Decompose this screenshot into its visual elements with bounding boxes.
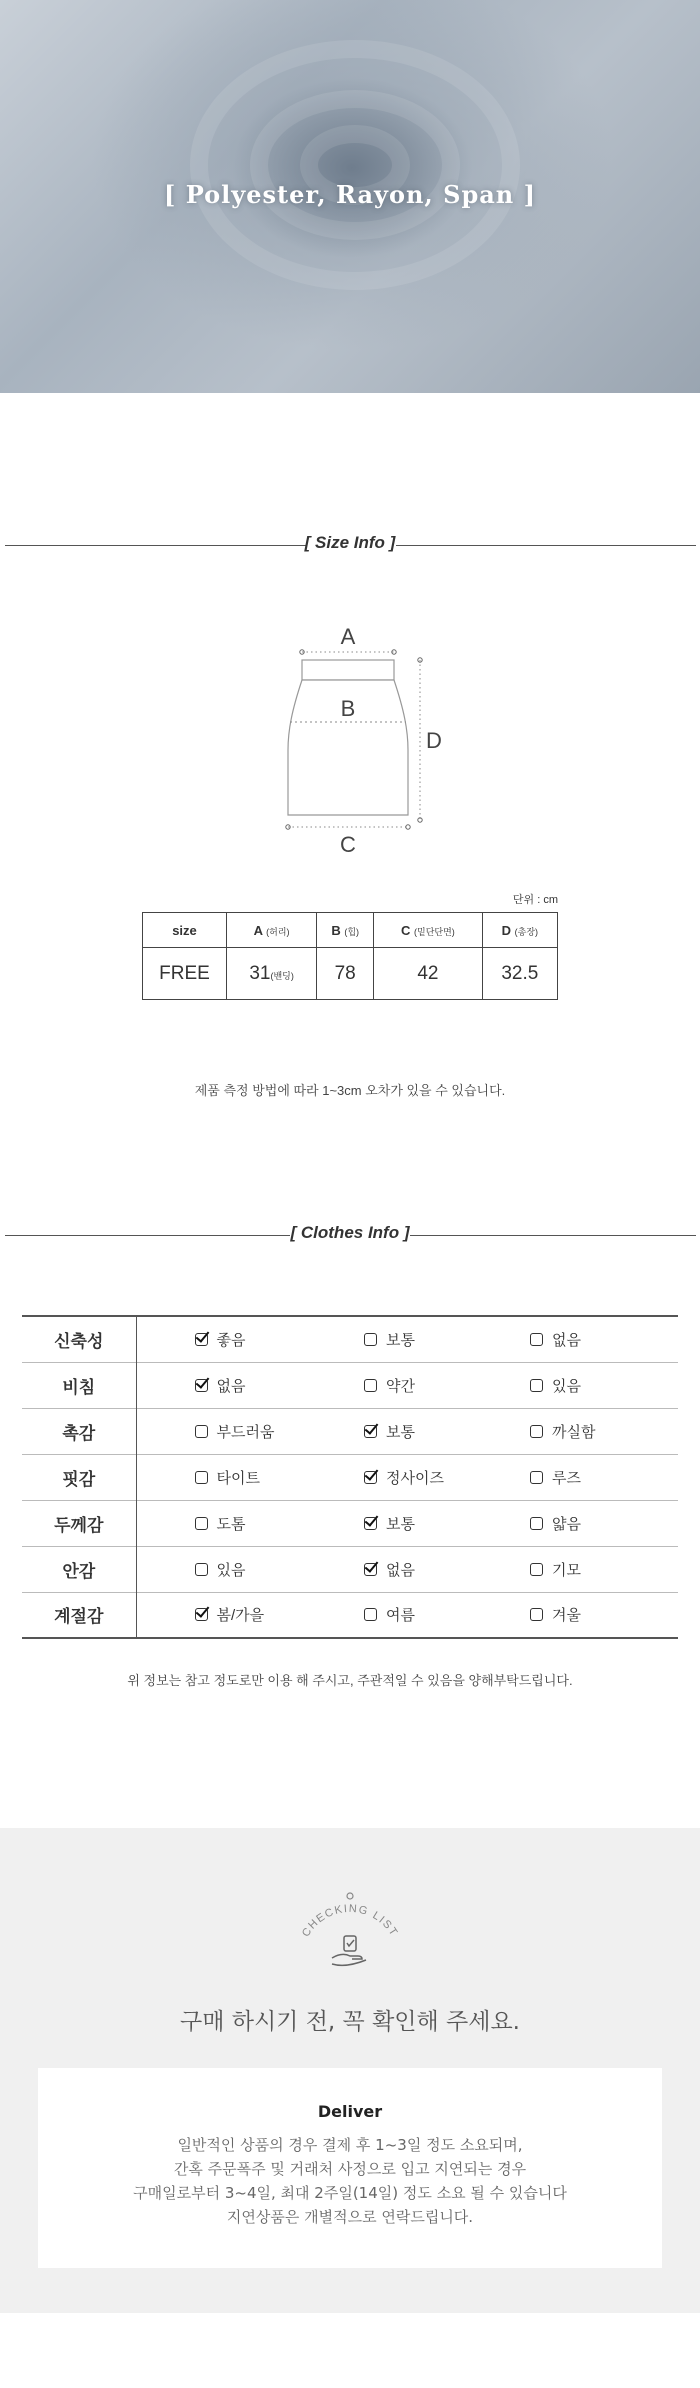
checked-checkbox-icon [364, 1517, 377, 1530]
clothes-option-label: 있음 [216, 1561, 246, 1579]
size-info-heading: [ Size Info ] [304, 533, 396, 552]
clothes-option [530, 1604, 581, 1625]
clothes-option-cell [510, 1500, 678, 1546]
checked-checkbox-icon [364, 1425, 377, 1438]
deliver-card [38, 2068, 662, 2268]
checking-list-section [0, 1828, 700, 2313]
clothes-option-cell [324, 1408, 510, 1454]
size-info-header [0, 530, 700, 560]
clothes-info-table [22, 1315, 678, 1639]
unchecked-checkbox-icon [530, 1379, 543, 1392]
clothes-option [364, 1513, 415, 1534]
clothes-option-label: 없음 [216, 1377, 246, 1395]
clothes-option-cell [136, 1454, 324, 1500]
checking-list-arc-text: CHECKING LIST [299, 1902, 401, 1940]
unchecked-checkbox-icon [195, 1471, 208, 1484]
unchecked-checkbox-icon [195, 1425, 208, 1438]
label-a: A [340, 624, 356, 649]
deliver-line: 일반적인 상품의 경우 결제 후 1~3일 정도 소요되며, [177, 2136, 523, 2154]
clothes-option-label: 있음 [552, 1377, 581, 1395]
checking-list-title: 구매 하시기 전, 꼭 확인해 주세요. [179, 2009, 520, 2035]
cell-d: 32.5 [482, 948, 557, 1000]
clothes-row [22, 1408, 678, 1454]
clothes-option [364, 1467, 444, 1488]
label-c: C [340, 832, 356, 857]
unchecked-checkbox-icon [195, 1563, 208, 1576]
clothes-note: 위 정보는 참고 정도로만 이용 해 주시고, 주관적일 수 있음을 양해부탁드립니다. [127, 1673, 573, 1688]
clothes-option [530, 1467, 581, 1488]
clothes-option-label: 약간 [386, 1377, 415, 1395]
clothes-option-label: 보통 [386, 1515, 415, 1533]
clothes-option [195, 1559, 246, 1580]
clothes-option-cell [510, 1316, 678, 1362]
clothes-option-label: 보통 [386, 1331, 415, 1349]
unchecked-checkbox-icon [530, 1425, 543, 1438]
clothes-info-heading: [ Clothes Info ] [290, 1223, 410, 1242]
clothes-option-cell [510, 1408, 678, 1454]
clothes-option [530, 1513, 581, 1534]
clothes-option-cell [136, 1546, 324, 1592]
deliver-line: 지연상품은 개별적으로 연락드립니다. [226, 2208, 474, 2226]
unchecked-checkbox-icon [530, 1608, 543, 1621]
clothes-option-label: 기모 [552, 1561, 581, 1579]
clothes-option-cell [324, 1362, 510, 1408]
clothes-option-cell [136, 1362, 324, 1408]
clothes-option-label: 좋음 [216, 1331, 246, 1349]
clothes-option-cell [510, 1546, 678, 1592]
fabric-hero-image [0, 0, 700, 393]
checked-checkbox-icon [364, 1563, 377, 1576]
unchecked-checkbox-icon [530, 1333, 543, 1346]
header-c: C (밑단단면) [374, 913, 483, 948]
clothes-option-label: 없음 [552, 1331, 581, 1349]
size-note: 제품 측정 방법에 따라 1~3cm 오차가 있을 수 있습니다. [194, 1083, 506, 1098]
checked-checkbox-icon [195, 1608, 208, 1621]
hand-check-icon [332, 1936, 366, 1965]
checking-list-logo [290, 1888, 410, 1998]
clothes-option [364, 1604, 415, 1625]
clothes-option [195, 1467, 260, 1488]
clothes-row-label: 계절감 [22, 1592, 136, 1638]
clothes-option-label: 없음 [386, 1561, 415, 1579]
clothes-info-header [0, 1220, 700, 1250]
clothes-row [22, 1592, 678, 1638]
clothes-option-label: 얇음 [552, 1515, 581, 1533]
unchecked-checkbox-icon [364, 1333, 377, 1346]
clothes-option-cell [324, 1592, 510, 1638]
clothes-option-cell [136, 1316, 324, 1362]
clothes-option-cell [324, 1316, 510, 1362]
clothes-option-cell [324, 1546, 510, 1592]
clothes-option [530, 1375, 581, 1396]
clothes-option-label: 정사이즈 [386, 1469, 444, 1487]
deliver-text [38, 2133, 662, 2229]
label-d: D [426, 728, 442, 753]
clothes-row-label: 촉감 [22, 1408, 136, 1454]
unchecked-checkbox-icon [530, 1563, 543, 1576]
clothes-option-label: 겨울 [552, 1607, 581, 1625]
clothes-row-label: 비침 [22, 1362, 136, 1408]
clothes-option [195, 1421, 275, 1442]
clothes-row [22, 1362, 678, 1408]
header-d: D (총장) [482, 913, 557, 948]
header-a: A (허리) [227, 913, 317, 948]
clothes-option [530, 1329, 581, 1350]
clothes-option-cell [136, 1500, 324, 1546]
clothes-option-label: 부드러움 [216, 1423, 275, 1441]
unchecked-checkbox-icon [530, 1471, 543, 1484]
clothes-row-label: 핏감 [22, 1454, 136, 1500]
deliver-title: Deliver [317, 2102, 383, 2121]
clothes-option [530, 1559, 581, 1580]
clothes-row-label: 신축성 [22, 1316, 136, 1362]
clothes-row-label: 두께감 [22, 1500, 136, 1546]
clothes-row [22, 1454, 678, 1500]
skirt-size-diagram [270, 620, 450, 860]
clothes-row [22, 1546, 678, 1592]
unchecked-checkbox-icon [530, 1517, 543, 1530]
clothes-option-label: 여름 [386, 1607, 415, 1625]
clothes-option-cell [510, 1454, 678, 1500]
clothes-option-label: 까실함 [552, 1423, 596, 1441]
size-table [142, 912, 558, 1000]
clothes-option-label: 도톰 [216, 1515, 246, 1533]
size-table-header [143, 913, 558, 948]
clothes-option-label: 보통 [386, 1423, 415, 1441]
unchecked-checkbox-icon [195, 1517, 208, 1530]
clothes-row-label: 안감 [22, 1546, 136, 1592]
clothes-option-cell [510, 1592, 678, 1638]
clothes-option [364, 1375, 415, 1396]
clothes-option-label: 타이트 [216, 1469, 260, 1487]
clothes-option-cell [324, 1454, 510, 1500]
clothes-option [195, 1329, 246, 1350]
unchecked-checkbox-icon [364, 1608, 377, 1621]
unchecked-checkbox-icon [364, 1379, 377, 1392]
cell-c: 42 [374, 948, 483, 1000]
cell-size: FREE [143, 948, 227, 1000]
cell-a: 31(밴딩) [227, 948, 317, 1000]
header-b: B (힙) [317, 913, 374, 948]
clothes-option [364, 1421, 415, 1442]
clothes-option-cell [136, 1408, 324, 1454]
deliver-line: 구매일로부터 3~4일, 최대 2주일(14일) 정도 소요 될 수 있습니다 [133, 2184, 567, 2202]
clothes-row [22, 1500, 678, 1546]
header-size: size [143, 913, 227, 948]
clothes-option-cell [136, 1592, 324, 1638]
clothes-option [364, 1329, 415, 1350]
checked-checkbox-icon [195, 1379, 208, 1392]
material-title: [ Polyester, Rayon, Span ] [164, 180, 536, 209]
cell-b: 78 [317, 948, 374, 1000]
clothes-option-label: 봄/가을 [216, 1607, 265, 1625]
clothes-option-cell [510, 1362, 678, 1408]
size-table-row [143, 948, 558, 1000]
clothes-option [195, 1375, 246, 1396]
clothes-row [22, 1316, 678, 1362]
clothes-option-label: 루즈 [552, 1469, 581, 1487]
checked-checkbox-icon [195, 1333, 208, 1346]
clothes-option-cell [324, 1500, 510, 1546]
checked-checkbox-icon [364, 1471, 377, 1484]
label-b: B [340, 696, 356, 721]
clothes-option [364, 1559, 415, 1580]
clothes-option [195, 1604, 265, 1625]
deliver-line: 간혹 주문폭주 및 거래처 사정으로 입고 지연되는 경우 [173, 2160, 527, 2178]
unit-label: 단위 : cm [512, 894, 558, 906]
clothes-option [530, 1421, 595, 1442]
clothes-option [195, 1513, 246, 1534]
